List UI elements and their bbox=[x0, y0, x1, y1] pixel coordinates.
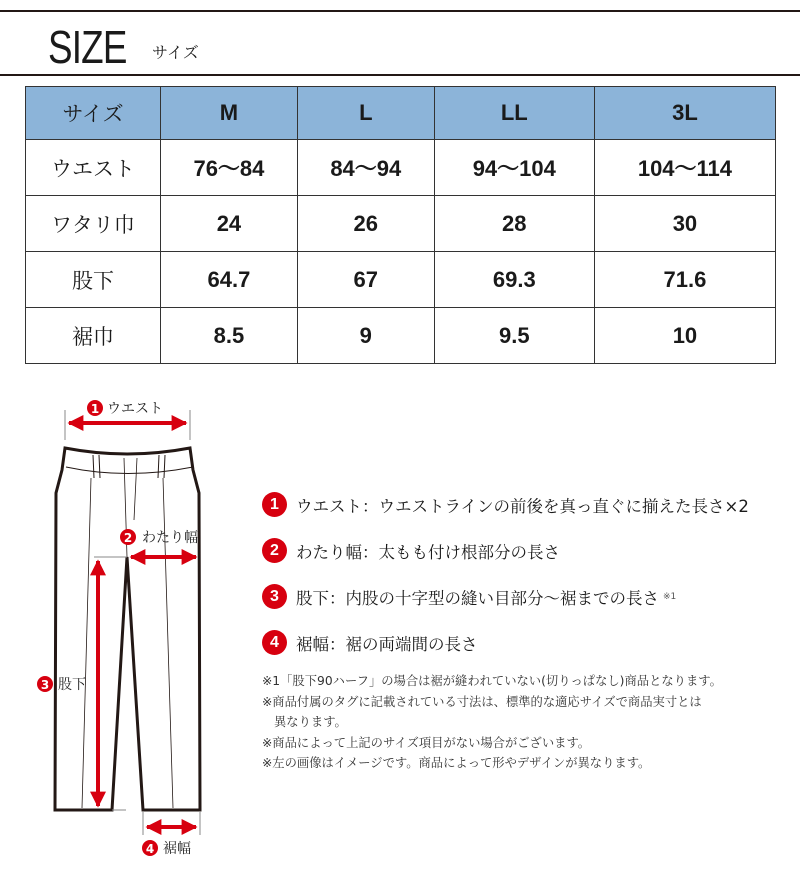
pants-diagram bbox=[0, 0, 240, 878]
legend-item bbox=[262, 538, 560, 563]
legend-text: ウエスト：ウエストラインの前後を真っ直ぐに揃えた長さ×2 bbox=[296, 496, 749, 516]
column-header: サイズ bbox=[26, 87, 161, 140]
inseam-label: 股下 bbox=[58, 677, 86, 693]
table-cell: 30 bbox=[594, 196, 775, 252]
table-cell: 84〜94 bbox=[297, 140, 434, 196]
label-number: 3 bbox=[40, 678, 50, 692]
table-cell: 9.5 bbox=[434, 308, 594, 364]
label-number: 1 bbox=[90, 402, 100, 416]
page-title: SIZE bbox=[48, 21, 127, 73]
table-cell: 67 bbox=[297, 252, 434, 308]
column-header: M bbox=[161, 87, 298, 140]
table-cell: 71.6 bbox=[594, 252, 775, 308]
note-line: ※1「股下90ハーフ」の場合は裾が縫われていない(切りっぱなし)商品となります。 bbox=[262, 674, 722, 688]
table-cell: 104〜114 bbox=[594, 140, 775, 196]
row-label: 股下 bbox=[26, 252, 161, 308]
legend-item bbox=[262, 584, 676, 609]
row-label: ウエスト bbox=[26, 140, 161, 196]
label-number: 2 bbox=[123, 531, 133, 545]
column-header: 3L bbox=[594, 87, 775, 140]
table-cell: 24 bbox=[161, 196, 298, 252]
number-badge-icon: 2 bbox=[262, 538, 287, 563]
footnote-ref: ※1 bbox=[663, 591, 677, 602]
number-badge-icon: 3 bbox=[262, 584, 287, 609]
table-cell: 94〜104 bbox=[434, 140, 594, 196]
legend-text: わたり幅：太もも付け根部分の長さ bbox=[296, 542, 560, 562]
legend-text: 股下：内股の十字型の縫い目部分〜裾までの長さ bbox=[296, 588, 659, 608]
table-cell: 8.5 bbox=[161, 308, 298, 364]
table-cell: 10 bbox=[594, 308, 775, 364]
number-badge-icon: 4 bbox=[262, 630, 287, 655]
label-number: 4 bbox=[145, 842, 155, 856]
waist-label: ウエスト bbox=[107, 401, 163, 417]
note-line: ※商品付属のタグに記載されている寸法は、標準的な適応サイズで商品実寸とは bbox=[262, 694, 702, 709]
note-line: ※左の画像はイメージです。商品によって形やデザインが異なります。 bbox=[262, 756, 651, 770]
notes bbox=[262, 671, 722, 774]
column-header: L bbox=[297, 87, 434, 140]
pants-outline bbox=[55, 410, 200, 835]
table-cell: 69.3 bbox=[434, 252, 594, 308]
legend-item bbox=[262, 630, 478, 655]
note-line: ※商品によって上記のサイズ項目がない場合がございます。 bbox=[262, 735, 591, 750]
legend-item bbox=[262, 492, 749, 517]
table-cell: 9 bbox=[297, 308, 434, 364]
table-cell: 76〜84 bbox=[161, 140, 298, 196]
table-cell: 26 bbox=[297, 196, 434, 252]
row-label: ワタリ巾 bbox=[26, 196, 161, 252]
table-cell: 64.7 bbox=[161, 252, 298, 308]
thigh-label: わたり幅 bbox=[142, 530, 198, 546]
legend-text: 裾幅：裾の両端間の長さ bbox=[296, 634, 478, 654]
row-label: 裾巾 bbox=[26, 308, 161, 364]
number-badge-icon: 1 bbox=[262, 492, 287, 517]
note-line: 異なります。 bbox=[274, 715, 347, 729]
column-header: LL bbox=[434, 87, 594, 140]
page-subtitle: サイズ bbox=[152, 43, 199, 62]
hem-label: 裾幅 bbox=[163, 841, 191, 857]
table-cell: 28 bbox=[434, 196, 594, 252]
